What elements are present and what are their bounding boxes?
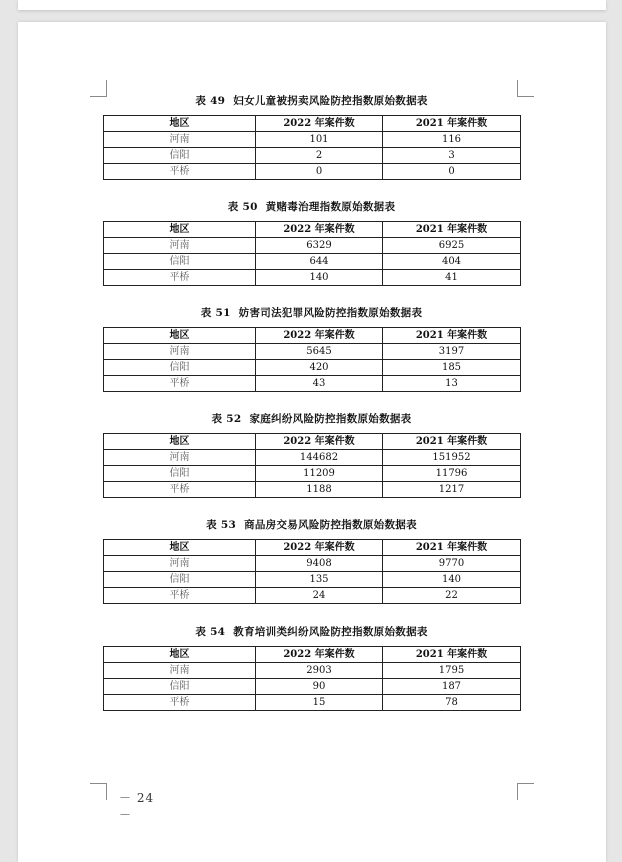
table-number: 表 54: [195, 626, 226, 638]
table-row: [104, 344, 521, 360]
header-row: [104, 540, 521, 556]
cell-2021: 11796: [383, 466, 521, 482]
table-number: 表 50: [227, 201, 258, 213]
document-page: [18, 22, 606, 862]
cell-2022: 6329: [256, 238, 383, 254]
cell-2021: 0: [383, 164, 521, 180]
table-row: [104, 482, 521, 498]
table-row: [104, 376, 521, 392]
cell-2021: 116: [383, 132, 521, 148]
table-caption: [103, 93, 520, 109]
header-region: 地区: [104, 222, 256, 238]
table-row: [104, 466, 521, 482]
cell-2021: 1217: [383, 482, 521, 498]
table-row: [104, 254, 521, 270]
cell-2022: 5645: [256, 344, 383, 360]
cell-2022: 144682: [256, 450, 383, 466]
cell-region: 河南: [104, 663, 256, 679]
cell-2021: 3197: [383, 344, 521, 360]
table-row: [104, 148, 521, 164]
data-table: [103, 539, 521, 604]
cell-2022: 2: [256, 148, 383, 164]
cell-2022: 420: [256, 360, 383, 376]
cell-2022: 135: [256, 572, 383, 588]
table-number: 表 51: [200, 307, 231, 319]
previous-page-edge: [18, 0, 606, 10]
header-region: 地区: [104, 328, 256, 344]
cell-2021: 140: [383, 572, 521, 588]
header-row: [104, 116, 521, 132]
cell-2022: 9408: [256, 556, 383, 572]
header-row: [104, 647, 521, 663]
table-row: [104, 270, 521, 286]
table-row: [104, 450, 521, 466]
table-title: 黄赌毒治理指数原始数据表: [265, 201, 396, 213]
cell-2022: 43: [256, 376, 383, 392]
crop-mark-bottom-right: [517, 783, 534, 800]
cell-2021: 41: [383, 270, 521, 286]
table-title: 妨害司法犯罪风险防控指数原始数据表: [238, 307, 423, 319]
cell-region: 河南: [104, 132, 256, 148]
crop-mark-bottom-left: [90, 783, 107, 800]
cell-region: 河南: [104, 556, 256, 572]
table-block-52: [103, 411, 520, 498]
header-region: 地区: [104, 540, 256, 556]
table-row: [104, 679, 521, 695]
header-row: [104, 222, 521, 238]
table-block-53: [103, 517, 520, 604]
header-region: 地区: [104, 434, 256, 450]
cell-2021: 151952: [383, 450, 521, 466]
cell-region: 河南: [104, 344, 256, 360]
cell-2021: 22: [383, 588, 521, 604]
cell-2021: 187: [383, 679, 521, 695]
cell-2022: 24: [256, 588, 383, 604]
cell-2022: 90: [256, 679, 383, 695]
header-row: [104, 434, 521, 450]
cell-2022: 2903: [256, 663, 383, 679]
cell-region: 平桥: [104, 164, 256, 180]
table-caption: [103, 199, 520, 215]
cell-region: 平桥: [104, 270, 256, 286]
table-title: 家庭纠纷风险防控指数原始数据表: [249, 413, 412, 425]
table-row: [104, 588, 521, 604]
header-2021: 2021 年案件数: [383, 540, 521, 556]
page-number: － 24 －: [119, 791, 155, 822]
table-block-49: [103, 93, 520, 180]
cell-2022: 11209: [256, 466, 383, 482]
table-row: [104, 695, 521, 711]
table-row: [104, 360, 521, 376]
cell-region: 信阳: [104, 254, 256, 270]
header-2021: 2021 年案件数: [383, 116, 521, 132]
cell-region: 平桥: [104, 695, 256, 711]
cell-region: 河南: [104, 238, 256, 254]
header-region: 地区: [104, 647, 256, 663]
table-caption: [103, 624, 520, 640]
cell-2021: 1795: [383, 663, 521, 679]
table-row: [104, 556, 521, 572]
cell-region: 信阳: [104, 148, 256, 164]
header-2022: 2022 年案件数: [256, 647, 383, 663]
table-title: 教育培训类纠纷风险防控指数原始数据表: [233, 626, 428, 638]
header-2022: 2022 年案件数: [256, 328, 383, 344]
header-row: [104, 328, 521, 344]
cell-region: 平桥: [104, 482, 256, 498]
cell-2022: 1188: [256, 482, 383, 498]
header-2022: 2022 年案件数: [256, 434, 383, 450]
cell-2022: 644: [256, 254, 383, 270]
data-table: [103, 115, 521, 180]
table-row: [104, 132, 521, 148]
cell-2022: 140: [256, 270, 383, 286]
cell-2021: 185: [383, 360, 521, 376]
table-row: [104, 663, 521, 679]
table-number: 表 53: [206, 519, 237, 531]
header-2022: 2022 年案件数: [256, 222, 383, 238]
table-row: [104, 238, 521, 254]
data-table: [103, 221, 521, 286]
header-2021: 2021 年案件数: [383, 328, 521, 344]
header-2021: 2021 年案件数: [383, 434, 521, 450]
table-number: 表 49: [195, 95, 226, 107]
table-block-54: [103, 624, 520, 711]
header-2021: 2021 年案件数: [383, 222, 521, 238]
header-region: 地区: [104, 116, 256, 132]
cell-2022: 0: [256, 164, 383, 180]
cell-region: 河南: [104, 450, 256, 466]
table-block-51: [103, 305, 520, 392]
table-block-50: [103, 199, 520, 286]
cell-2021: 13: [383, 376, 521, 392]
header-2021: 2021 年案件数: [383, 647, 521, 663]
table-title: 妇女儿童被拐卖风险防控指数原始数据表: [233, 95, 428, 107]
cell-region: 平桥: [104, 588, 256, 604]
table-title: 商品房交易风险防控指数原始数据表: [244, 519, 417, 531]
cell-region: 信阳: [104, 466, 256, 482]
cell-2022: 15: [256, 695, 383, 711]
table-row: [104, 164, 521, 180]
table-caption: [103, 305, 520, 321]
cell-2021: 9770: [383, 556, 521, 572]
cell-region: 平桥: [104, 376, 256, 392]
cell-region: 信阳: [104, 679, 256, 695]
cell-2021: 6925: [383, 238, 521, 254]
table-caption: [103, 517, 520, 533]
data-table: [103, 433, 521, 498]
cell-2021: 78: [383, 695, 521, 711]
data-table: [103, 327, 521, 392]
cell-2021: 3: [383, 148, 521, 164]
cell-2022: 101: [256, 132, 383, 148]
table-row: [104, 572, 521, 588]
header-2022: 2022 年案件数: [256, 116, 383, 132]
cell-2021: 404: [383, 254, 521, 270]
cell-region: 信阳: [104, 572, 256, 588]
header-2022: 2022 年案件数: [256, 540, 383, 556]
cell-region: 信阳: [104, 360, 256, 376]
table-caption: [103, 411, 520, 427]
table-number: 表 52: [211, 413, 242, 425]
data-table: [103, 646, 521, 711]
